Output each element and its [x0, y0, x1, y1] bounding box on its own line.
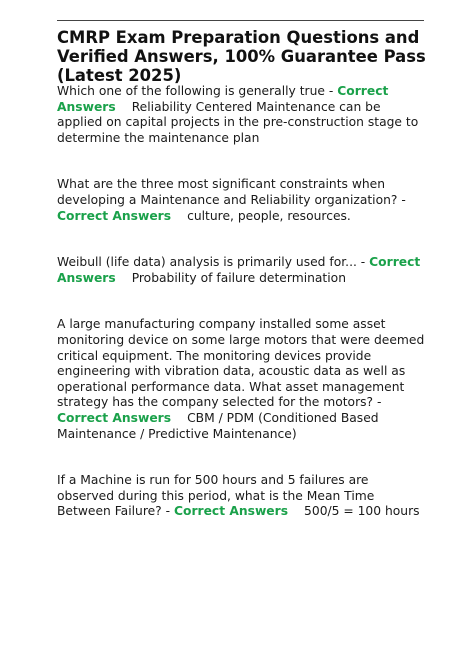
correct-answers-label: Correct Answers — [57, 208, 172, 223]
correct-answers-label: Correct Answers — [173, 504, 289, 519]
answer-text: Reliability Centered Maintenance can be applied on capital projects in the pre-construction stage to determine the maintenance plan — [57, 99, 419, 145]
question-text: A large manufacturing company installed some asset monitoring device on some large motors that were deemed critical equipment. The monitoring devices provide engineering with vibration data, acoustic data as well as operational performance data. What asset management strategy has the company selected for the motors? - — [57, 317, 425, 410]
top-rule — [57, 20, 424, 21]
qa-item-1 — [57, 84, 429, 146]
question-text: What are the three most significant constraints when developing a Maintenance and Reliability organization? - — [57, 177, 406, 207]
correct-answers-label: Correct Answers — [57, 410, 172, 425]
question-text: If a Machine is run for 500 hours and 5 failures are observed during this period, what is the Mean Time Between Failure? - — [57, 473, 375, 519]
qa-item-3 — [57, 255, 429, 286]
correct-answers-label: Correct Answers — [57, 84, 389, 114]
answer-text: CBM / PDM (Conditioned Based Maintenance / Predictive Maintenance) — [57, 410, 379, 441]
document-body — [57, 28, 429, 520]
correct-answers-label: Correct Answers — [57, 255, 421, 285]
question-text: Weibull (life data) analysis is primarily used for... - — [57, 255, 366, 270]
answer-text: 500/5 = 100 hours — [304, 504, 420, 519]
answer-text: culture, people, resources. — [187, 208, 351, 223]
answer-text: Probability of failure determination — [131, 270, 346, 285]
question-text: Which one of the following is generally true - — [57, 84, 334, 98]
qa-item-4 — [57, 317, 429, 442]
document-title: CMRP Exam Preparation Questions and Verified Answers, 100% Guarantee Pass (Latest 2025) — [57, 28, 426, 85]
qa-item-2 — [57, 177, 429, 224]
qa-item-5 — [57, 473, 429, 520]
